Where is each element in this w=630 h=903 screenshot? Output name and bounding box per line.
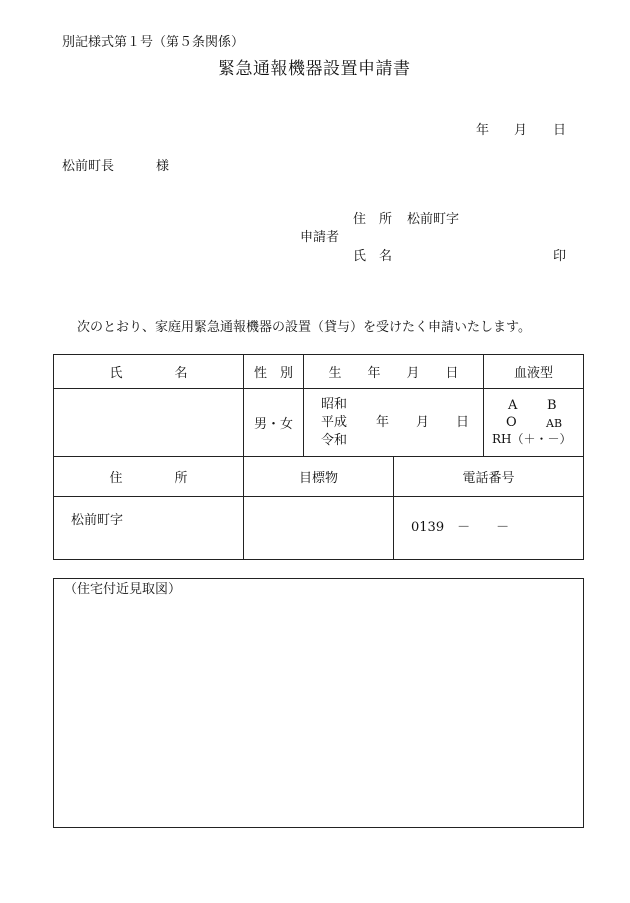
blood-type-a[interactable]: A: [508, 398, 518, 413]
header-birth-date: 生 年 月 日: [328, 366, 459, 381]
applicant-address-label: 住 所: [353, 212, 393, 227]
date-day-label: 日: [553, 123, 567, 138]
header-blood-type: 血液型: [513, 366, 553, 381]
birth-day-label: 日: [456, 415, 470, 430]
map-box-label: （住宅付近見取図）: [64, 582, 182, 597]
header-name: 氏 名: [109, 366, 188, 381]
date-month-label: 月: [514, 123, 528, 138]
header-landmark: 目標物: [298, 471, 338, 486]
landmark-input-cell[interactable]: [244, 497, 393, 559]
address-value[interactable]: 松前町字: [71, 513, 124, 528]
header-phone: 電話番号: [462, 471, 515, 486]
blood-rh[interactable]: RH（＋・－）: [492, 432, 572, 446]
name-input-cell[interactable]: [54, 389, 243, 456]
form-reference: 別記様式第１号（第５条関係）: [62, 35, 245, 50]
header-sex: 性 別: [253, 366, 293, 381]
addressee-honorific: 様: [156, 159, 170, 174]
blood-type-o[interactable]: O: [506, 415, 517, 430]
phone-value[interactable]: 0139 － －: [411, 520, 510, 535]
applicant-address-value: 松前町字: [407, 212, 460, 227]
blood-type-b[interactable]: B: [547, 398, 557, 413]
seal-mark: 印: [553, 249, 567, 264]
birth-month-label: 月: [416, 415, 430, 430]
applicant-label: 申請者: [300, 230, 340, 245]
blood-type-ab[interactable]: AB: [546, 417, 563, 430]
map-sketch-box[interactable]: [53, 578, 584, 828]
sex-options[interactable]: 男・女: [253, 417, 293, 432]
era-heisei[interactable]: 平成: [321, 415, 348, 430]
era-showa[interactable]: 昭和: [321, 397, 348, 412]
intro-text: 次のとおり、家庭用緊急通報機器の設置（貸与）を受けたく申請いたします。: [77, 320, 531, 335]
page-title: 緊急通報機器設置申請書: [218, 59, 411, 79]
addressee-name: 松前町長: [62, 159, 115, 174]
birth-year-label: 年: [376, 415, 390, 430]
applicant-name-label: 氏 名: [353, 249, 393, 264]
header-address: 住 所: [109, 471, 188, 486]
era-reiwa[interactable]: 令和: [321, 433, 348, 448]
date-year-label: 年: [476, 123, 490, 138]
